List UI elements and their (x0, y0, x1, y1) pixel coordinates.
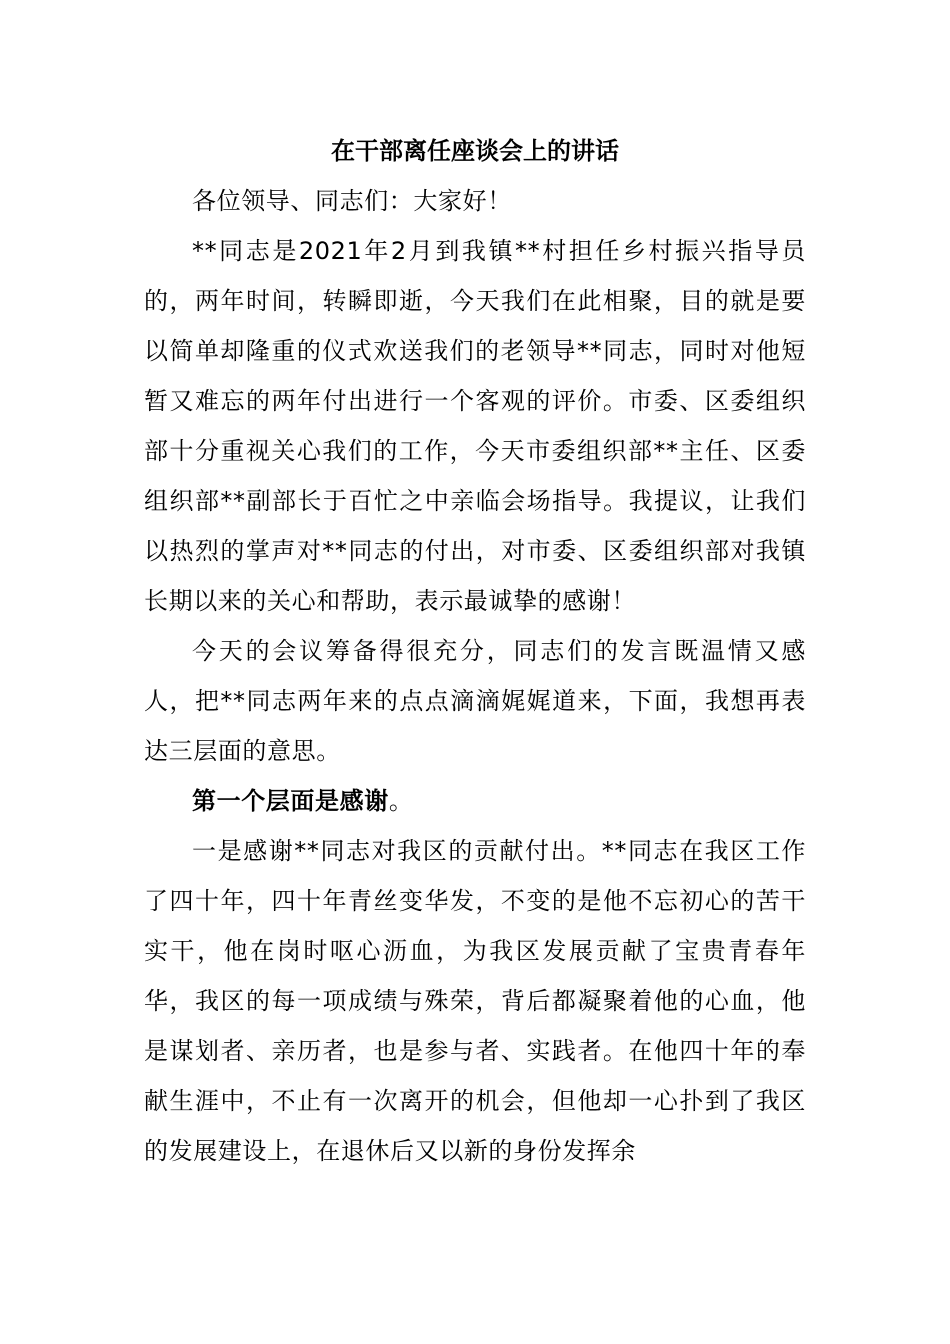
document-body (144, 126, 806, 1176)
intro-paragraph: **同志是2021年2月到我镇**村担任乡村振兴指导员的，两年时间，转瞬即逝，今天我们在此相聚，目的就是要以简单却隆重的仪式欢送我们的老领导**同志，同时对他短暂又难忘的两年付出进行一个客观的评价。市委、区委组织部十分重视关心我们的工作，今天市委组织部**主任、区委组织部**副部长于百忙之中亲临会场指导。我提议，让我们以热烈的掌声对**同志的付出，对市委、区委组织部对我镇长期以来的关心和帮助，表示最诚挚的感谢！ (144, 237, 806, 615)
section-heading-tail: 。 (388, 787, 414, 815)
section-heading (144, 776, 806, 826)
transition-paragraph: 今天的会议筹备得很充分，同志们的发言既温情又感人，把**同志两年来的点点滴滴娓娓道来，下面，我想再表达三层面的意思。 (144, 637, 806, 765)
greeting-paragraph: 各位领导、同志们：大家好！ (192, 187, 512, 215)
section-heading-bold: 第一个层面是感谢 (192, 787, 389, 815)
document-title: 在干部离任座谈会上的讲话 (331, 137, 619, 165)
body-paragraph: 一是感谢**同志对我区的贡献付出。**同志在我区工作了四十年，四十年青丝变华发，不变的是他不忘初心的苦干实干，他在岗时呕心沥血，为我区发展贡献了宝贵青春年华，我区的每一项成绩与殊荣，背后都凝聚着他的心血，他是谋划者、亲历者，也是参与者、实践者。在他四十年的奉献生涯中，不止有一次离开的机会，但他却一心扑到了我区的发展建设上，在退休后又以新的身份发挥余 (144, 837, 806, 1165)
